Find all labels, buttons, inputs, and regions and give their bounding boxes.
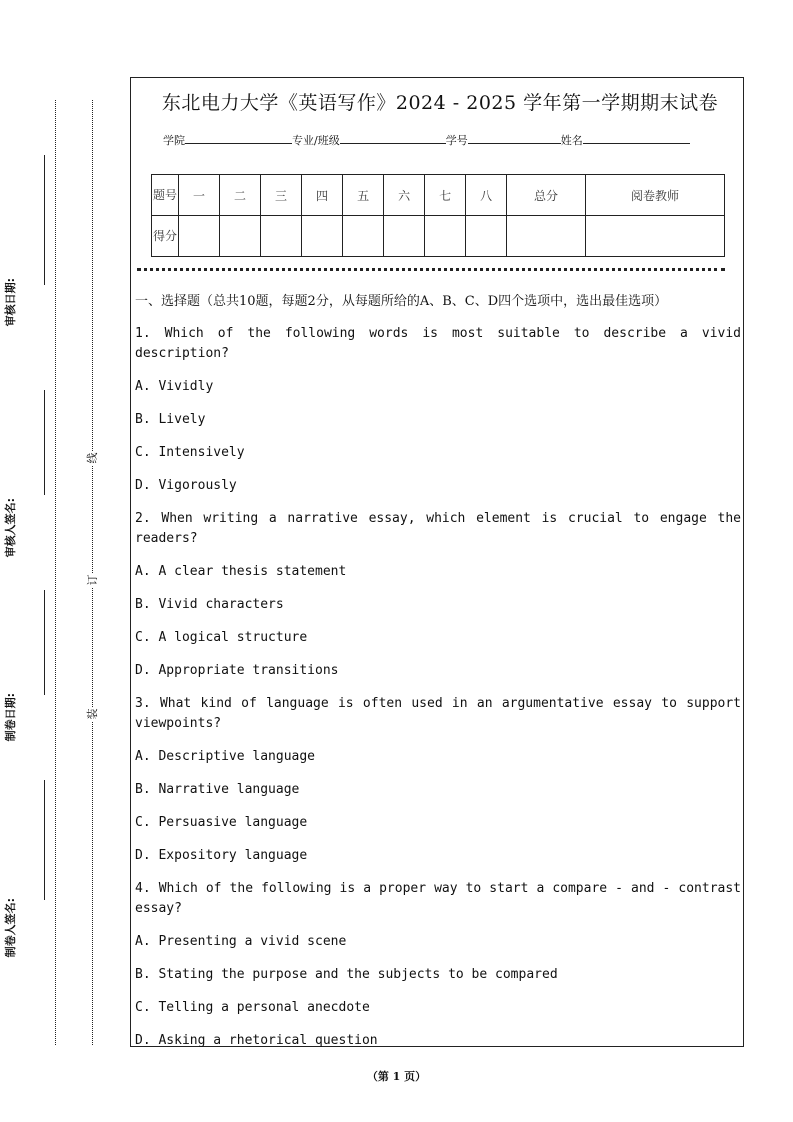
score-row [152,216,725,257]
question-2 [135,509,741,681]
option: D. Vigorously [135,478,237,493]
score-cell[interactable] [425,216,466,257]
option: B. Stating the purpose and the subjects to be compared [135,967,558,982]
option: D. Appropriate transitions [135,663,339,678]
reviewer-signature-line[interactable] [44,390,45,495]
score-col-header: 五 [343,175,384,216]
score-cell[interactable] [586,216,725,257]
student-id-label: 学号 [445,134,468,147]
score-col-header: 六 [384,175,425,216]
score-col-header: 三 [261,175,302,216]
score-row-label: 得分 [152,216,179,257]
major-class-label: 专业/班级 [292,134,340,147]
exam-title: 东北电力大学《英语写作》2024 - 2025 学年第一学期期末试卷 [161,92,719,114]
major-class-field[interactable] [340,132,446,144]
exam-date-label: 制卷日期: [4,693,17,742]
score-col-header: 阅卷教师 [586,175,725,216]
question-stem: 1. Which of the following words is most suitable to describe a vivid description? [135,326,741,361]
student-id-field[interactable] [468,132,561,144]
exam-frame [130,77,744,1047]
option: B. Narrative language [135,782,300,797]
exam-maker-signature-line[interactable] [44,780,45,900]
question-stem: 2. When writing a narrative essay, which element is crucial to engage the readers? [135,511,741,546]
score-col-header: 八 [466,175,507,216]
score-table [151,174,725,257]
score-col-header: 七 [425,175,466,216]
score-col-header: 四 [302,175,343,216]
score-cell[interactable] [343,216,384,257]
college-label: 学院 [163,134,185,147]
page-number: （第 1 页） [366,1070,427,1083]
option: D. Expository language [135,848,308,863]
score-col-header: 一 [179,175,220,216]
score-cell[interactable] [466,216,507,257]
option: A. Vividly [135,379,214,394]
cut-mark-bind: 订 [86,574,99,586]
question-3 [135,694,741,866]
option: C. Telling a personal anecdote [135,1000,370,1015]
review-date-line[interactable] [44,155,45,285]
section-1 [135,291,741,1064]
score-cell[interactable] [220,216,261,257]
question-stem: 4. Which of the following is a proper way to start a compare - and - contrast essay? [135,881,741,916]
dotted-separator [137,268,725,271]
question-4 [135,879,741,1051]
college-field[interactable] [185,132,292,144]
question-number-row [152,175,725,216]
score-cell[interactable] [179,216,220,257]
question-number-label: 题号 [152,175,179,216]
section-1-heading: 一、选择题（总共10题，每题2分，从每题所给的A、B、C、D四个选项中，选出最佳选项） [135,294,668,309]
option: B. Lively [135,412,206,427]
exam-maker-signature-label: 制卷人签名: [4,898,17,958]
option: C. A logical structure [135,630,308,645]
cut-mark-line: 线 [86,452,99,464]
name-field[interactable] [583,132,690,144]
score-cell[interactable] [507,216,586,257]
option: A. A clear thesis statement [135,564,347,579]
score-col-header: 总分 [507,175,586,216]
option: B. Vivid characters [135,597,284,612]
name-label: 姓名 [560,134,583,147]
exam-date-line[interactable] [44,590,45,695]
student-info-row [163,132,690,148]
option: A. Presenting a vivid scene [135,934,347,949]
review-date-label: 审核日期: [4,278,17,327]
option: C. Persuasive language [135,815,308,830]
reviewer-signature-label: 审核人签名: [4,498,17,558]
option: C. Intensively [135,445,245,460]
score-cell[interactable] [302,216,343,257]
cut-mark-mount: 装 [86,708,99,720]
option: D. Asking a rhetorical question [135,1033,378,1048]
score-cell[interactable] [384,216,425,257]
question-1 [135,324,741,496]
outer-dotted-line [55,100,56,1045]
score-cell[interactable] [261,216,302,257]
option: A. Descriptive language [135,749,316,764]
score-col-header: 二 [220,175,261,216]
question-stem: 3. What kind of language is often used in an argumentative essay to support viewpoints? [135,696,741,731]
